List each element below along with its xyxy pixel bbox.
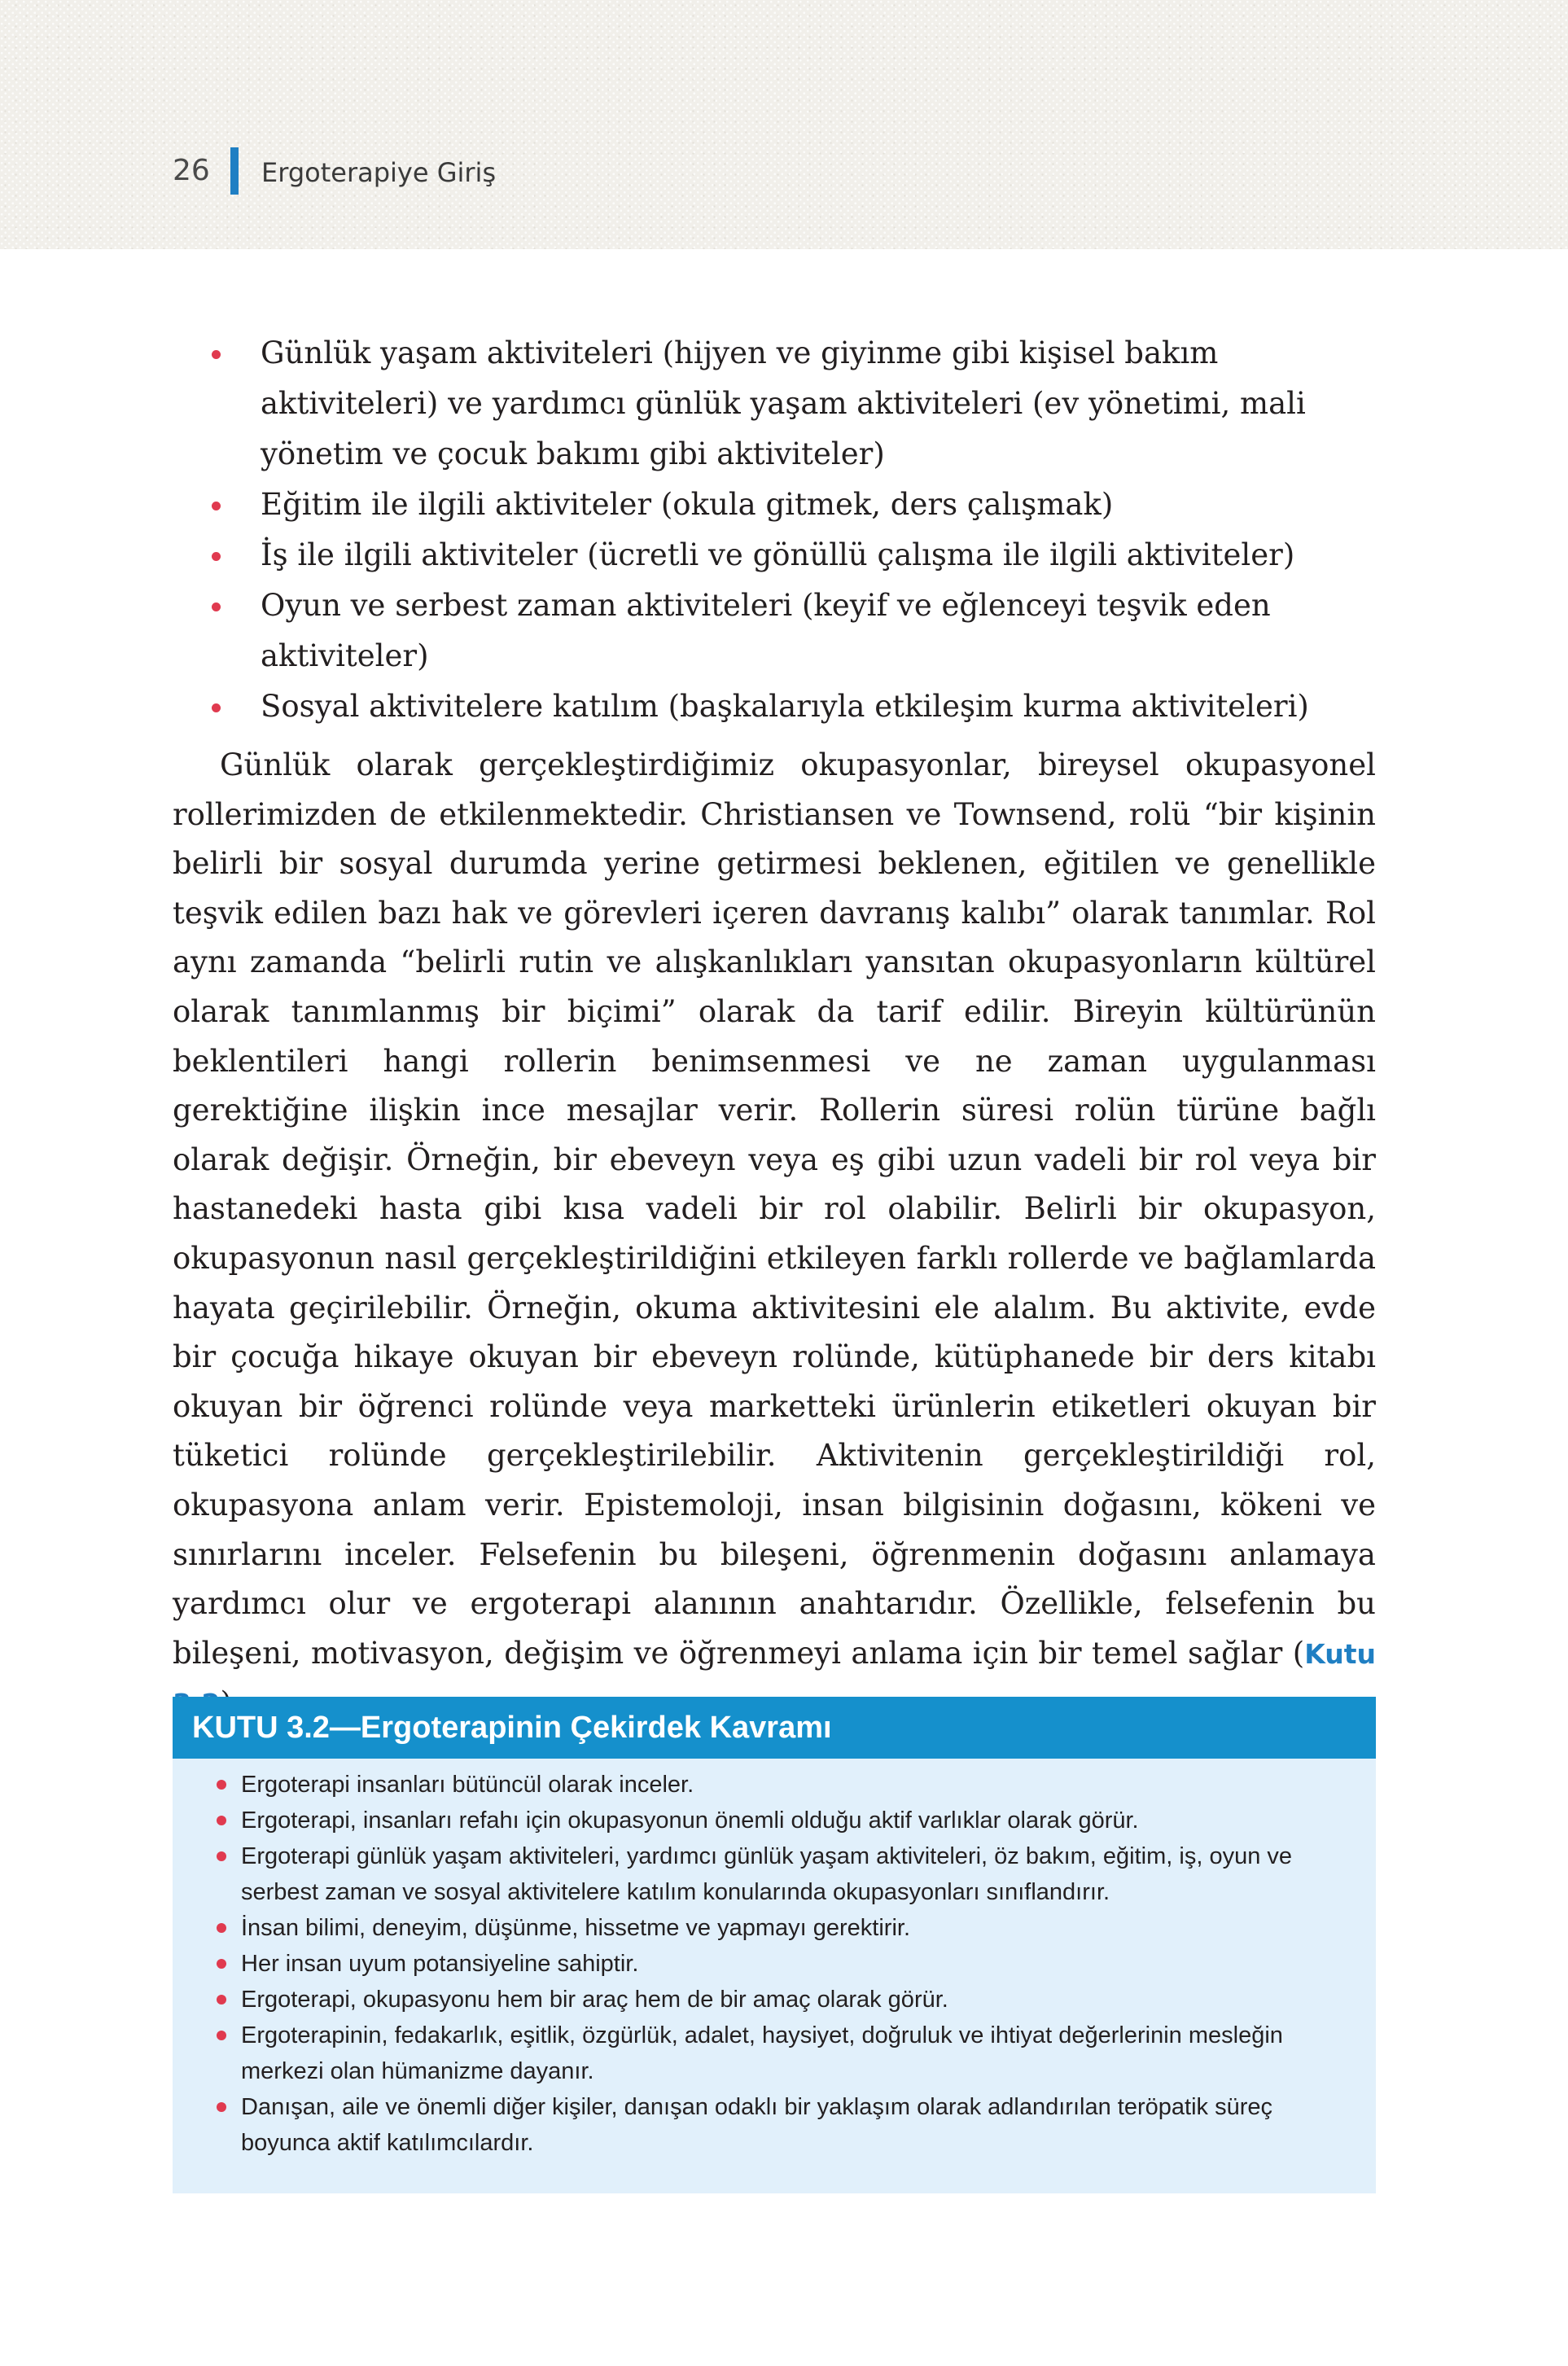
list-item: Sosyal aktivitelere katılım (başkalarıyla etkileşim kurma aktiviteleri) <box>210 681 1391 732</box>
list-item: Eğitim ile ilgili aktiviteler (okula gitmek, ders çalışmak) <box>210 480 1391 530</box>
info-box <box>173 1697 1376 2193</box>
header-divider-bar <box>230 147 239 195</box>
running-title: Ergoterapiye Giriş <box>261 157 497 188</box>
body-paragraph <box>173 741 1376 1729</box>
page-number: 26 <box>173 154 210 187</box>
header-band <box>0 0 1568 249</box>
list-item: Günlük yaşam aktiviteleri (hijyen ve giyinme gibi kişisel bakım aktiviteleri) ve yardımcı günlük yaşam aktiviteleri (ev yönetimi, mali yönetim ve çocuk bakımı gibi aktiviteler) <box>210 328 1391 480</box>
box-reference-link[interactable]: Kutu <box>1304 1637 1376 1670</box>
paragraph-text: Günlük olarak gerçekleştirdiğimiz okupasyonlar, bireysel okupasyonel rollerimizden de etkilenmektedir. Christiansen ve Townsend, rolü “bir kişinin belirli bir sosyal durumda yerine getirmesi beklenen, eğitilen ve genellikle teşvik edilen bazı hak ve görevleri içeren davranış kalıbı” olarak tanımlar. Rol aynı zamanda “belirli rutin ve alışkanlıkları yansıtan okupasyonların kültürel olarak tanımlanmış bir biçimi” olarak da tarif edilir. Bireyin kültürünün beklentileri hangi rollerin benimsenmesi ve ne zaman uygulanması gerektiğine ilişkin ince mesajlar verir. Rollerin süresi rolün türüne bağlı olarak değişir. Örneğin, bir ebeveyn veya eş gibi uzun vadeli bir rol veya bir hastanedeki hasta gibi kısa vadeli bir rol olabilir. Belirli bir okupasyon, okupasyonun nasıl gerçekleştirildiğini etkileyen farklı rollerde ve bağlamlarda hayata geçirilebilir. Örneğin, okuma aktivitesini ele alalım. Bu aktivite, evde bir çocuğa hikaye okuyan bir ebeveyn rolünde, kütüphanede bir ders kitabı okuyan bir öğrenci rolünde veya marketteki ürünlerin etiketleri okuyan bir tüketici rolünde gerçekleştirilebilir. Aktivitenin gerçekleştirildiği rol, okupasyona anlam verir. Epistemoloji, insan bilgisinin doğasını, kökeni ve sınırlarını inceler. Felsefenin bu bileşeni, öğrenmenin doğasını anlamaya yardımcı olur ve ergoterapi alanının anahtarıdır. Özellikle, felsefenin bu bileşeni, motivasyon, değişim ve öğrenmeyi anlama için bir temel sağlar ( <box>173 747 1376 1671</box>
box-list-item: Her insan uyum potansiyeline sahiptir. <box>218 1946 1343 1982</box>
activity-list <box>210 328 1391 732</box>
box-list-item: Ergoterapi, okupasyonu hem bir araç hem de bir amaç olarak görür. <box>218 1982 1343 2018</box>
box-list-item: Ergoterapi, insanları refahı için okupasyonun önemli olduğu aktif varlıklar olarak görür. <box>218 1803 1343 1838</box>
box-list-item: Danışan, aile ve önemli diğer kişiler, danışan odaklı bir yaklaşım olarak adlandırılan teröpatik süreç boyunca aktif katılımcılardır. <box>218 2089 1343 2161</box>
box-list-item: Ergoterapi günlük yaşam aktiviteleri, yardımcı günlük yaşam aktiviteleri, öz bakım, eğitim, iş, oyun ve serbest zaman ve sosyal aktivitelere katılım konularında okupasyonları sınıflandırır. <box>218 1838 1343 1910</box>
box-list-item: Ergoterapi insanları bütüncül olarak inceler. <box>218 1767 1343 1803</box>
box-title: KUTU 3.2—Ergoterapinin Çekirdek Kavramı <box>173 1697 1376 1759</box>
list-item: İş ile ilgili aktiviteler (ücretli ve gönüllü çalışma ile ilgili aktiviteler) <box>210 530 1391 581</box>
box-list <box>173 1759 1376 2161</box>
box-list-item: İnsan bilimi, deneyim, düşünme, hissetme ve yapmayı gerektirir. <box>218 1910 1343 1946</box>
list-item: Oyun ve serbest zaman aktiviteleri (keyif ve eğlenceyi teşvik eden aktiviteler) <box>210 581 1391 681</box>
box-list-item: Ergoterapinin, fedakarlık, eşitlik, özgürlük, adalet, haysiyet, doğruluk ve ihtiyat değerlerinin mesleğin merkezi olan hümanizme dayanır. <box>218 2018 1343 2089</box>
